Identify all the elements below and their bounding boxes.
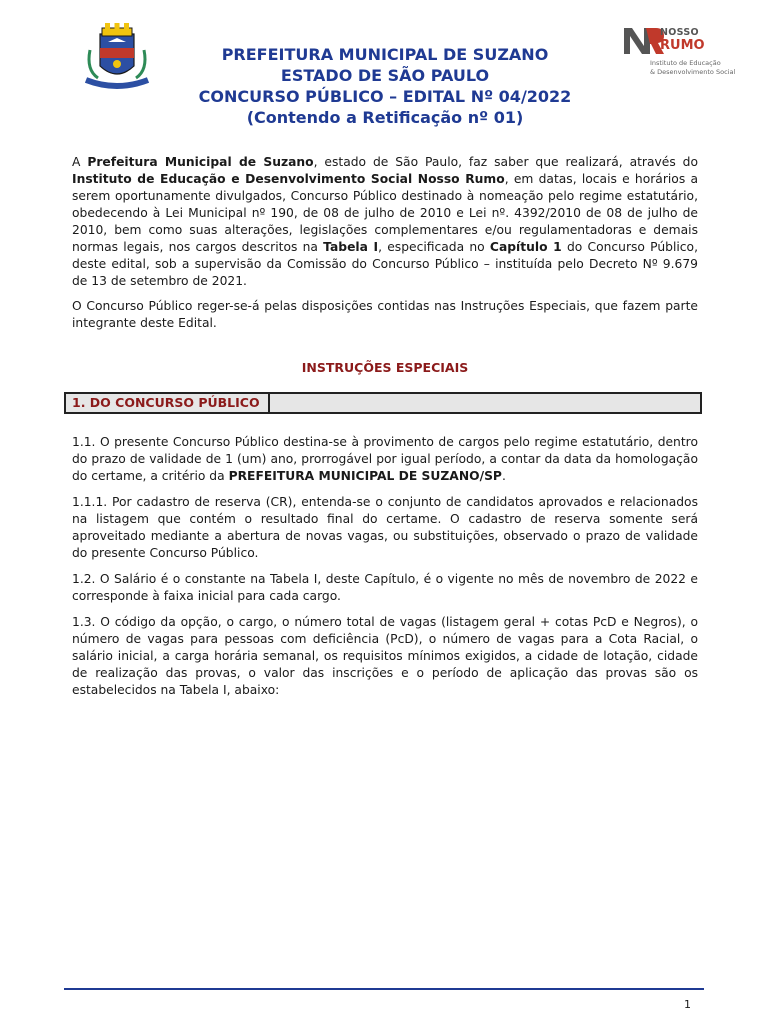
logo-name-top: NOSSO: [660, 27, 699, 38]
title-line-4: (Contendo a Retificação nº 01): [246, 108, 524, 127]
title-line-3: CONCURSO PÚBLICO – EDITAL Nº 04/2022: [198, 87, 572, 106]
section-1-title: 1. DO CONCURSO PÚBLICO: [66, 394, 270, 412]
logo-name-bottom: RUMO: [660, 38, 705, 53]
logo-subtitle-2: & Desenvolvimento Social: [650, 68, 736, 76]
paragraph-1-3: 1.3. O código da opção, o cargo, o número total de vagas (listagem geral + cotas PcD e Negros), o número de vagas para pessoas com deficiência (PcD), o número de vagas para a Cota Racial, o salário inicial, a carga horária semanal, os requisitos mínimos exigidos, a cidade de lotação, cidade de realização das provas, o valor das inscrições e o período de aplicação das provas são os estabelecidos na Tabela I, abaixo:: [72, 615, 698, 697]
paragraph-1-1: 1.1. O presente Concurso Público destina-se à provimento de cargos pelo regime estatutário, dentro do prazo de validade de 1 (um) ano, prorrogável por igual período, a contar da data da homologação do certame, a critério da PREFEITURA MUNICIPAL DE SUZANO/SP.: [72, 435, 698, 483]
paragraph-1-1-1: 1.1.1. Por cadastro de reserva (CR), entenda-se o conjunto de candidatos aprovados e relacionados na listagem que contém o resultado final do certame. O cadastro de reserva somente será aproveitado mediante a abertura de novas vagas, ou substituições, observado o prazo de validade do presente Concurso Público.: [72, 495, 698, 560]
section-1-header: [64, 392, 702, 414]
paragraph-1-2: 1.2. O Salário é o constante na Tabela I, deste Capítulo, é o vigente no mês de novembro de 2022 e corresponde à faixa inicial para cada cargo.: [72, 572, 698, 603]
intro-paragraph-2: O Concurso Público reger-se-á pelas disposições contidas nas Instruções Especiais, que fazem parte integrante deste Edital.: [72, 299, 698, 330]
intro-paragraph-1: A Prefeitura Municipal de Suzano, estado de São Paulo, faz saber que realizará, através do Instituto de Educação e Desenvolvimento Social Nosso Rumo, em datas, locais e horários a serem oportunamente divulgados, Concurso Público destinado à nomeação pelo regime estatutário, obedecendo à Lei Municipal nº 190, de 08 de julho de 2010 e Lei nº. 4392/2010 de 08 de julho de 2010, bem como suas alterações, legislações complementares e/ou regulamentadoras e demais normas legais, nos cargos descritos na Tabela I, especificada no Capítulo 1 do Concurso Público, deste edital, sob a supervisão da Comissão do Concurso Público – instituída pelo Decreto Nº 9.679 de 13 de setembro de 2021.: [72, 155, 699, 288]
logo-subtitle-1: Instituto de Educação: [650, 59, 721, 67]
footer-divider: [64, 988, 704, 990]
instructions-heading: INSTRUÇÕES ESPECIAIS: [301, 360, 469, 375]
title-line-2: ESTADO DE SÃO PAULO: [280, 66, 490, 85]
title-line-1: PREFEITURA MUNICIPAL DE SUZANO: [221, 45, 549, 64]
document-title: [170, 44, 600, 128]
municipal-crest-icon: [78, 20, 156, 92]
page-number: 1: [684, 998, 691, 1011]
